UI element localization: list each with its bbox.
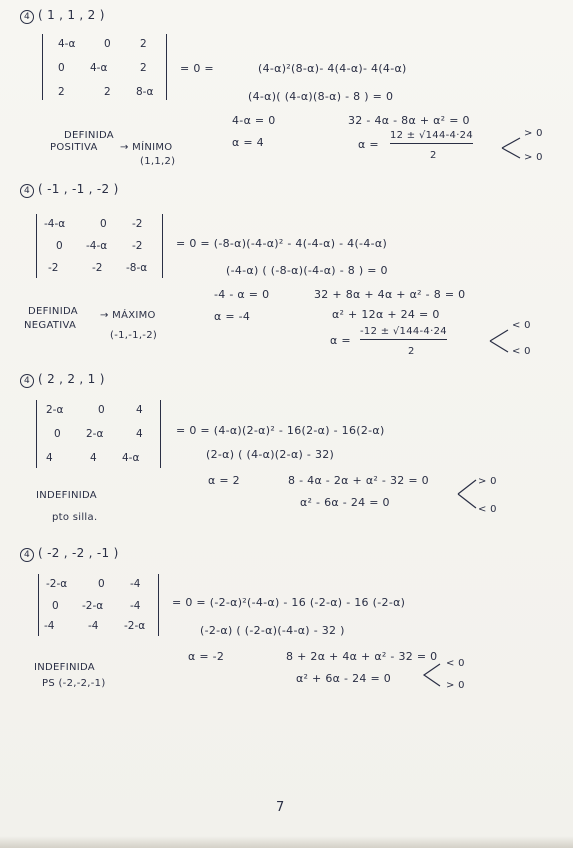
equation: α = -2: [188, 650, 225, 663]
equation: (-2-α) ( (-2-α)(-4-α) - 32 ): [200, 624, 345, 637]
matrix-cell: -2: [132, 240, 143, 252]
fraction-denominator: 2: [408, 346, 415, 357]
classification: INDEFINIDA: [36, 490, 97, 501]
matrix-cell: 8-α: [136, 86, 154, 98]
matrix-cell: 2-α: [86, 428, 104, 440]
matrix-cell: 4: [136, 428, 143, 440]
matrix-cell: -2: [48, 262, 59, 274]
matrix-cell: -4-α: [86, 240, 108, 252]
critical-point: ( -2 , -2 , -1 ): [38, 546, 119, 560]
equation: (4-α)( (4-α)(8-α) - 8 ) = 0: [248, 90, 394, 103]
classification: DEFINIDA: [28, 306, 78, 317]
matrix-cell: 0: [58, 62, 65, 74]
classification: POSITIVA: [50, 142, 98, 153]
matrix-cell: -8-α: [126, 262, 148, 274]
branch-arrow-icon: [488, 326, 512, 356]
equation: (4-α)²(8-α)- 4(4-α)- 4(4-α): [258, 62, 407, 75]
matrix-cell: -2-α: [124, 620, 146, 632]
matrix-cell: -2-α: [46, 578, 68, 590]
section-4-heading: [20, 546, 119, 562]
matrix-cell: -4: [130, 600, 141, 612]
equation: α =: [330, 334, 351, 347]
page-number: 7: [276, 800, 285, 815]
matrix-cell: 0: [56, 240, 63, 252]
matrix-cell: 0: [100, 218, 107, 230]
equation: 32 + 8α + 4α + α² - 8 = 0: [314, 288, 466, 301]
fraction-denominator: 2: [430, 150, 437, 161]
circled-number-icon: 4: [20, 184, 34, 198]
matrix-cell: -4: [88, 620, 99, 632]
equation: 8 + 2α + 4α + α² - 32 = 0: [286, 650, 438, 663]
equation: -4 - α = 0: [214, 288, 270, 301]
matrix-cell: 0: [54, 428, 61, 440]
matrix-cell: 4-α: [58, 38, 76, 50]
matrix-cell: 2-α: [46, 404, 64, 416]
matrix-cell: 2: [140, 62, 147, 74]
critical-point: ( 1 , 1 , 2 ): [38, 8, 105, 22]
matrix-cell: 0: [104, 38, 111, 50]
matrix-cell: 4-α: [122, 452, 140, 464]
matrix-cell: 4: [90, 452, 97, 464]
matrix-cell: 2: [104, 86, 111, 98]
matrix-cell: 0: [98, 578, 105, 590]
critical-point: ( 2 , 2 , 1 ): [38, 372, 105, 386]
branch-arrow-icon: [456, 476, 480, 512]
eigen-sign: < 0: [512, 346, 531, 357]
classification: DEFINIDA: [64, 130, 114, 141]
branch-arrow-icon: [422, 660, 442, 690]
matrix-cell: -4: [44, 620, 55, 632]
eigen-sign: > 0: [524, 128, 543, 139]
branch-arrow-icon: [500, 134, 524, 162]
matrix-cell: 2: [140, 38, 147, 50]
eigen-sign: > 0: [478, 476, 497, 487]
eigen-sign: > 0: [524, 152, 543, 163]
equation: α = 2: [208, 474, 240, 487]
matrix-cell: -4-α: [44, 218, 66, 230]
equation: (2-α) ( (4-α)(2-α) - 32): [206, 448, 335, 461]
hessian-matrix-3: [36, 400, 164, 468]
equation: 8 - 4α - 2α + α² - 32 = 0: [288, 474, 429, 487]
classification: PS (-2,-2,-1): [42, 678, 106, 689]
critical-point: ( -1 , -1 , -2 ): [38, 182, 119, 196]
matrix-cell: -2: [132, 218, 143, 230]
classification: pto silla.: [52, 512, 98, 523]
equation: = 0 =: [180, 62, 214, 75]
equation: α =: [358, 138, 379, 151]
page-edge-shadow: [0, 836, 573, 848]
extreme-type: → MÁXIMO: [100, 310, 156, 321]
eigen-sign: < 0: [478, 504, 497, 515]
extreme-point: (1,1,2): [140, 156, 176, 167]
matrix-cell: 4-α: [90, 62, 108, 74]
circled-number-icon: 4: [20, 374, 34, 388]
extreme-type: → MÍNIMO: [120, 142, 173, 153]
hessian-matrix-2: [36, 214, 166, 278]
hessian-matrix-4: [38, 574, 162, 636]
section-1-heading: [20, 8, 105, 24]
fraction-numerator: -12 ± √144-4·24: [360, 326, 447, 340]
equation: = 0 = (-2-α)²(-4-α) - 16 (-2-α) - 16 (-2-α): [172, 596, 406, 609]
matrix-cell: 2: [58, 86, 65, 98]
equation: (-4-α) ( (-8-α)(-4-α) - 8 ) = 0: [226, 264, 388, 277]
section-2-heading: [20, 182, 119, 198]
equation: α² + 6α - 24 = 0: [296, 672, 392, 685]
matrix-cell: -2: [92, 262, 103, 274]
eigen-sign: < 0: [512, 320, 531, 331]
equation: α = 4: [232, 136, 264, 149]
classification: NEGATIVA: [24, 320, 77, 331]
section-3-heading: [20, 372, 105, 388]
matrix-cell: -4: [130, 578, 141, 590]
equation: α = -4: [214, 310, 251, 323]
eigen-sign: > 0: [446, 680, 465, 691]
equation: 4-α = 0: [232, 114, 276, 127]
matrix-cell: 0: [52, 600, 59, 612]
equation: α² + 12α + 24 = 0: [332, 308, 440, 321]
eigen-sign: < 0: [446, 658, 465, 669]
classification: INDEFINIDA: [34, 662, 95, 673]
matrix-cell: 0: [98, 404, 105, 416]
extreme-point: (-1,-1,-2): [110, 330, 158, 341]
matrix-cell: 4: [136, 404, 143, 416]
circled-number-icon: 4: [20, 10, 34, 24]
matrix-cell: 4: [46, 452, 53, 464]
equation: 32 - 4α - 8α + α² = 0: [348, 114, 470, 127]
equation: = 0 = (4-α)(2-α)² - 16(2-α) - 16(2-α): [176, 424, 385, 437]
equation: = 0 = (-8-α)(-4-α)² - 4(-4-α) - 4(-4-α): [176, 237, 388, 250]
hessian-matrix-1: [42, 34, 170, 100]
equation: α² - 6α - 24 = 0: [300, 496, 390, 509]
matrix-cell: -2-α: [82, 600, 104, 612]
fraction-numerator: 12 ± √144-4·24: [390, 130, 473, 144]
circled-number-icon: 4: [20, 548, 34, 562]
